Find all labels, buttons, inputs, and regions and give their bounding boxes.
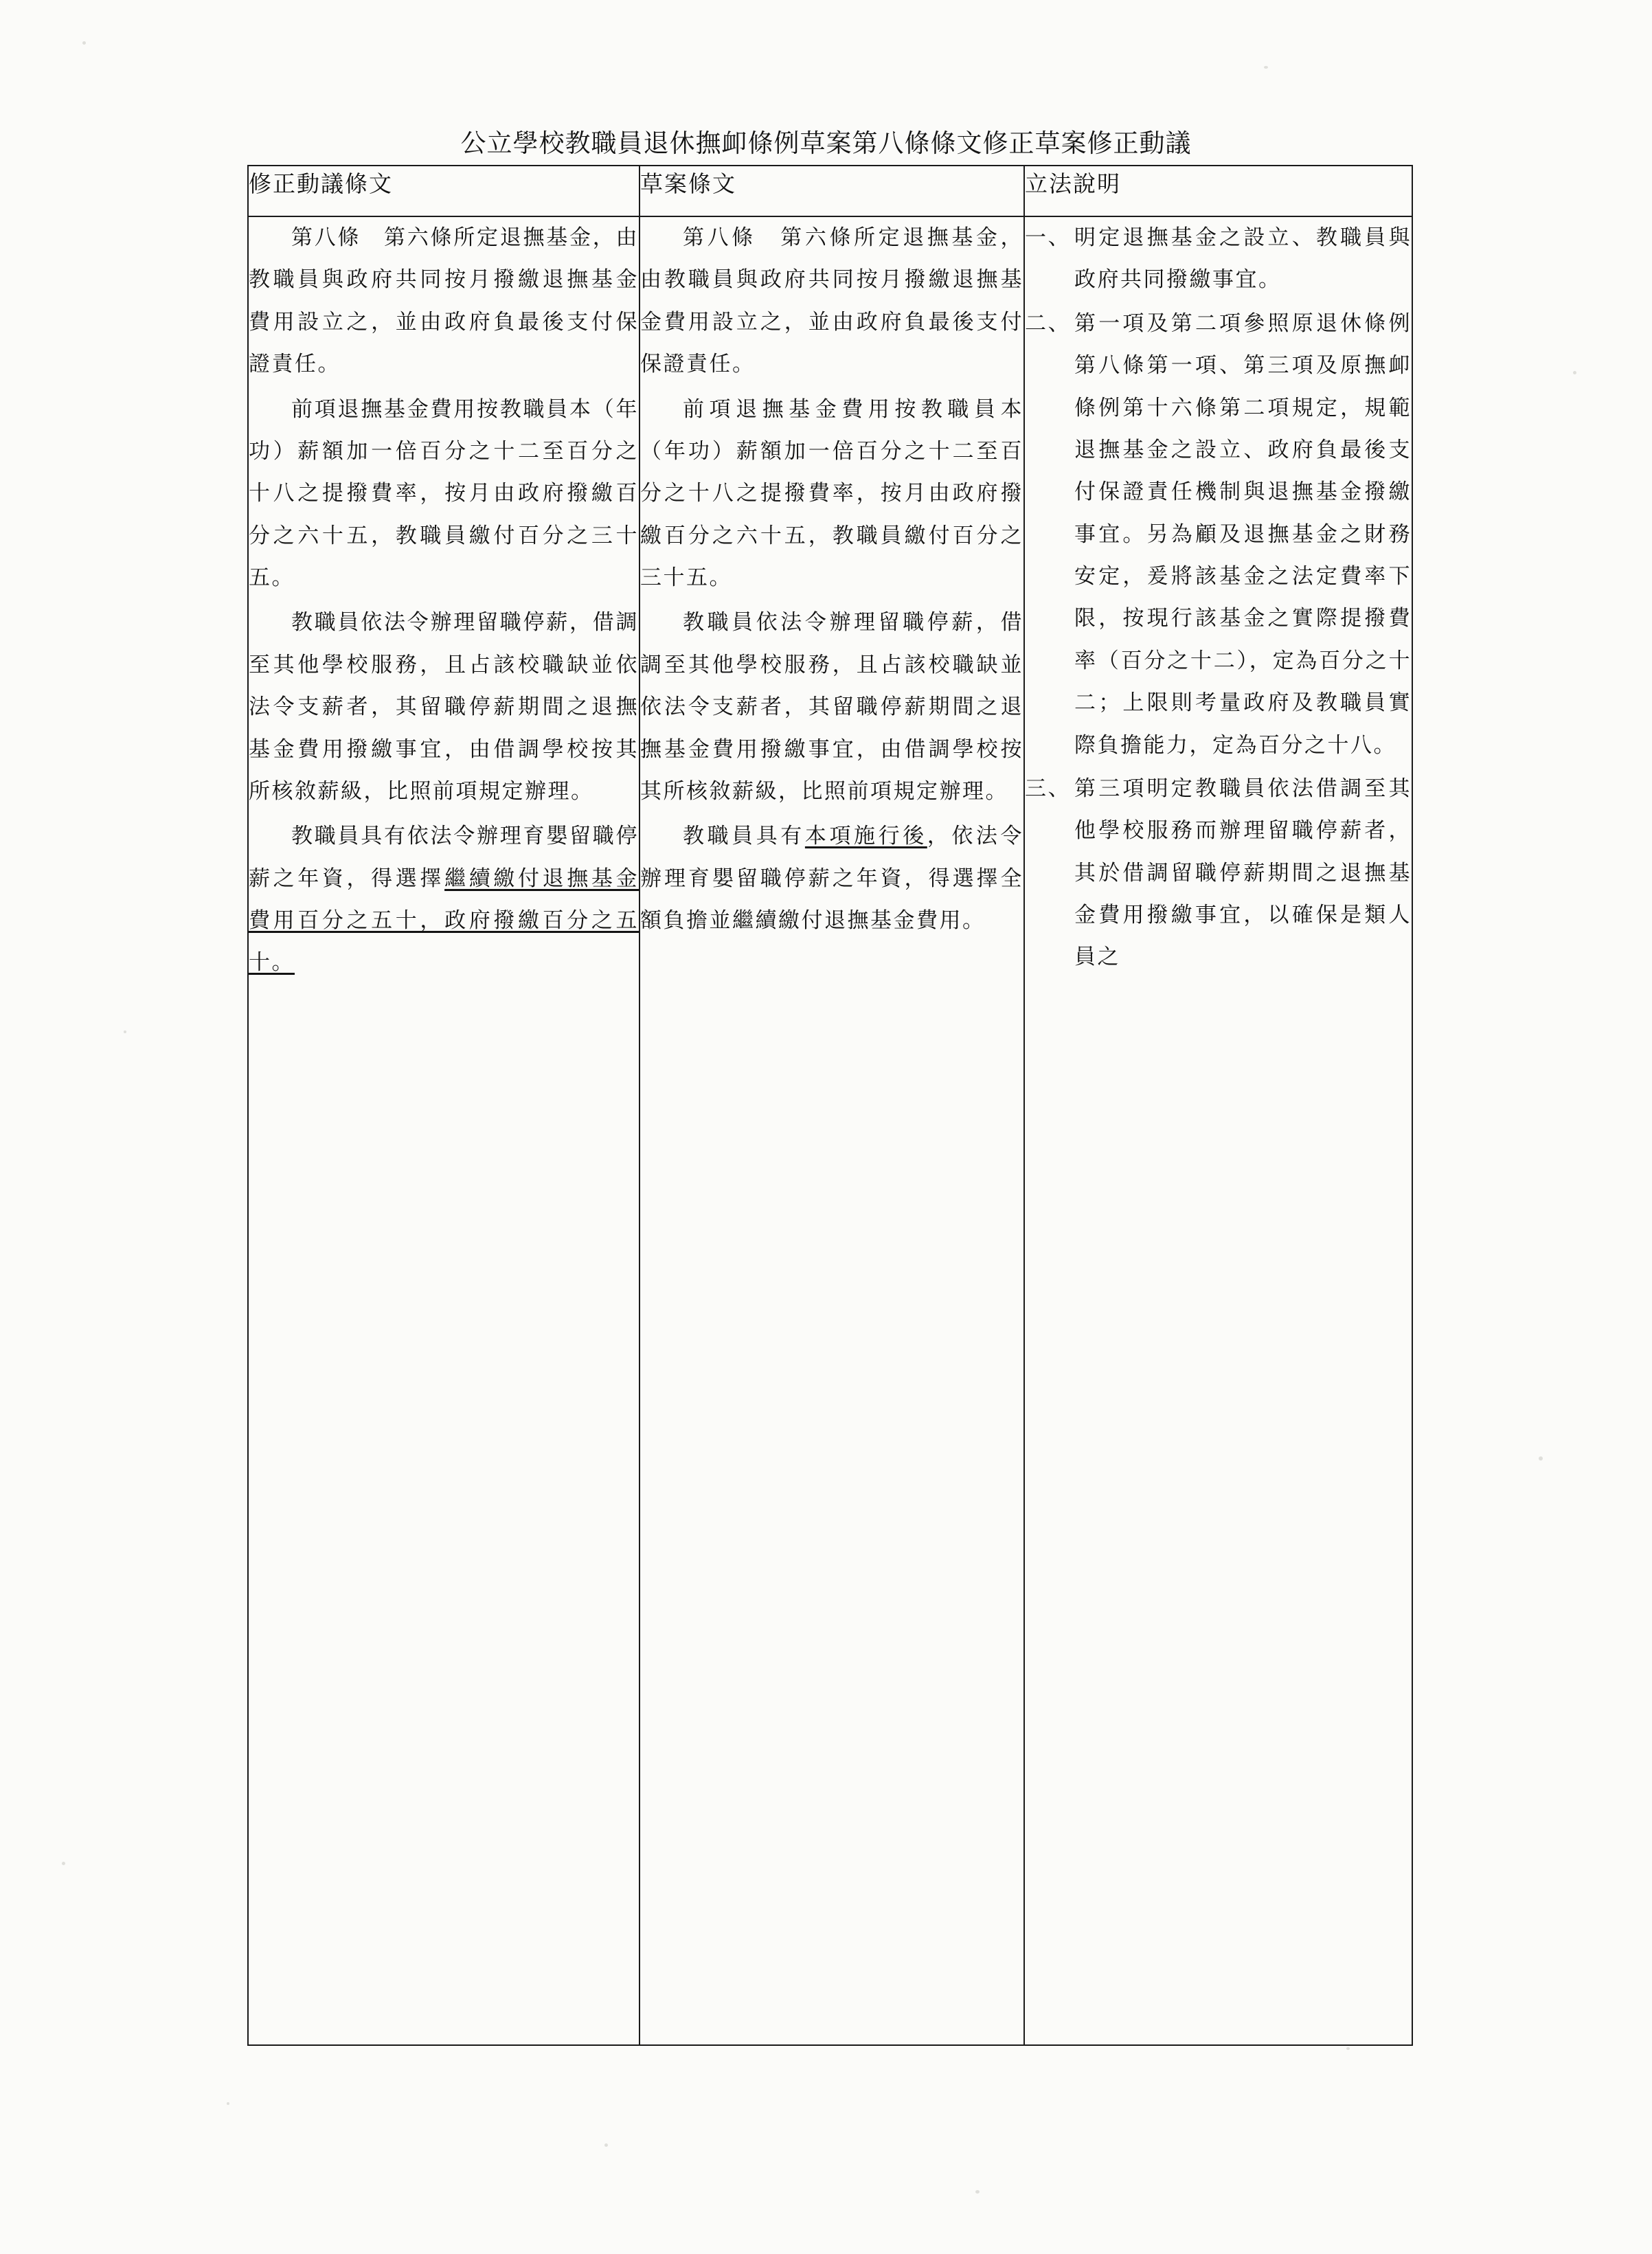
scan-speck — [124, 1030, 126, 1033]
draft-paragraph-2: 前項退撫基金費用按教職員本（年功）薪額加一倍百分之十二至百分之十八之提撥費率，按月由政府撥繳百分之六十五，教職員繳付百分之三十五。 — [640, 396, 1023, 590]
legislative-note-item — [1025, 768, 1412, 979]
amendment-paragraph-4 — [249, 815, 639, 984]
cell-amendment-motion — [248, 216, 640, 2045]
comparison-table — [247, 165, 1413, 2046]
legislative-note-number: 三、 — [1025, 776, 1071, 801]
draft-paragraph-4-before: 教職員具有 — [683, 824, 805, 849]
draft-paragraph-4-underlined: 本項施行後 — [804, 824, 927, 849]
scan-speck — [1264, 66, 1268, 69]
amendment-paragraph-3: 教職員依法令辦理留職停薪，借調至其他學校服務，且占該校職缺並依法令支薪者，其留職停薪期間之退撫基金費用撥繳事宜，由借調學校按其所核敘薪級，比照前項規定辦理。 — [249, 610, 639, 804]
scan-speck — [62, 1862, 65, 1865]
scan-speck — [82, 41, 86, 45]
table-body-row — [248, 216, 1412, 2045]
legislative-note-text: 第一項及第二項參照原退休條例第八條第一項、第三項及原撫卹條例第十六條第二項規定，規範退撫基金之設立、政府負最後支付保證責任機制與退撫基金撥繳事宜。另為顧及退撫基金之財務安定，爰將該基金之法定費率下限，按現行該基金之實際提撥費率（百分之十二），定為百分之十二；上限則考量政府及教職員實際負擔能力，定為百分之十八。 — [1074, 311, 1412, 758]
document-title: 公立學校教職員退休撫卹條例草案第八條條文修正草案修正動議 — [460, 128, 1192, 158]
draft-paragraph-3: 教職員依法令辦理留職停薪，借調至其他學校服務，且占該校職缺並依法令支薪者，其留職停薪期間之退撫基金費用撥繳事宜，由借調學校按其所核敘薪級，比照前項規定辦理。 — [640, 610, 1023, 804]
column-header-legislative-notes: 立法說明 — [1024, 166, 1412, 216]
legislative-note-number: 二、 — [1025, 311, 1071, 336]
draft-paragraph-4-after: ，依法令辦理育嬰留職停薪之年資，得選擇全額負擔並繼續繳付退撫基金費用。 — [640, 824, 1024, 933]
amendment-paragraph-4-text: 教職員具有依法令辦理育嬰留職停薪之年資，得選擇 — [249, 824, 639, 891]
draft-paragraph-4 — [640, 815, 1023, 942]
table-header-row — [248, 166, 1412, 216]
scan-speck — [604, 2143, 608, 2147]
legislative-note-number: 一、 — [1025, 225, 1071, 250]
amendment-paragraph-1: 第八條 第六條所定退撫基金，由教職員與政府共同按月撥繳退撫基金費用設立之，並由政府負最後支付保證責任。 — [249, 225, 639, 377]
legislative-note-item — [1025, 303, 1412, 767]
comparison-table-container — [247, 165, 1412, 2046]
legislative-note-text: 明定退撫基金之設立、教職員與政府共同撥繳事宜。 — [1074, 225, 1412, 293]
scan-speck — [227, 2102, 229, 2105]
column-header-amendment-motion: 修正動議條文 — [248, 166, 640, 216]
amendment-paragraph-4-underlined: 繼續繳付退撫基金費用百分之五十，政府撥繳百分之五十。 — [249, 866, 640, 976]
legislative-note-text: 第三項明定教職員依法借調至其他學校服務而辦理留職停薪者，其於借調留職停薪期間之退撫基金費用撥繳事宜，以確保是類人員之 — [1074, 776, 1412, 970]
amendment-paragraph-2: 前項退撫基金費用按教職員本（年功）薪額加一倍百分之十二至百分之十八之提撥費率，按月由政府撥繳百分之六十五，教職員繳付百分之三十五。 — [249, 396, 639, 590]
scan-speck — [1539, 1456, 1543, 1461]
legislative-note-item — [1025, 217, 1412, 302]
scan-speck — [1346, 2047, 1350, 2050]
column-header-draft-article: 草案條文 — [640, 166, 1024, 216]
cell-draft-article — [640, 216, 1024, 2045]
scan-speck — [1573, 371, 1576, 374]
scan-speck — [975, 2190, 980, 2194]
draft-paragraph-1: 第八條 第六條所定退撫基金，由教職員與政府共同按月撥繳退撫基金費用設立之，並由政府負最後支付保證責任。 — [640, 225, 1023, 377]
cell-legislative-notes — [1024, 216, 1412, 2045]
